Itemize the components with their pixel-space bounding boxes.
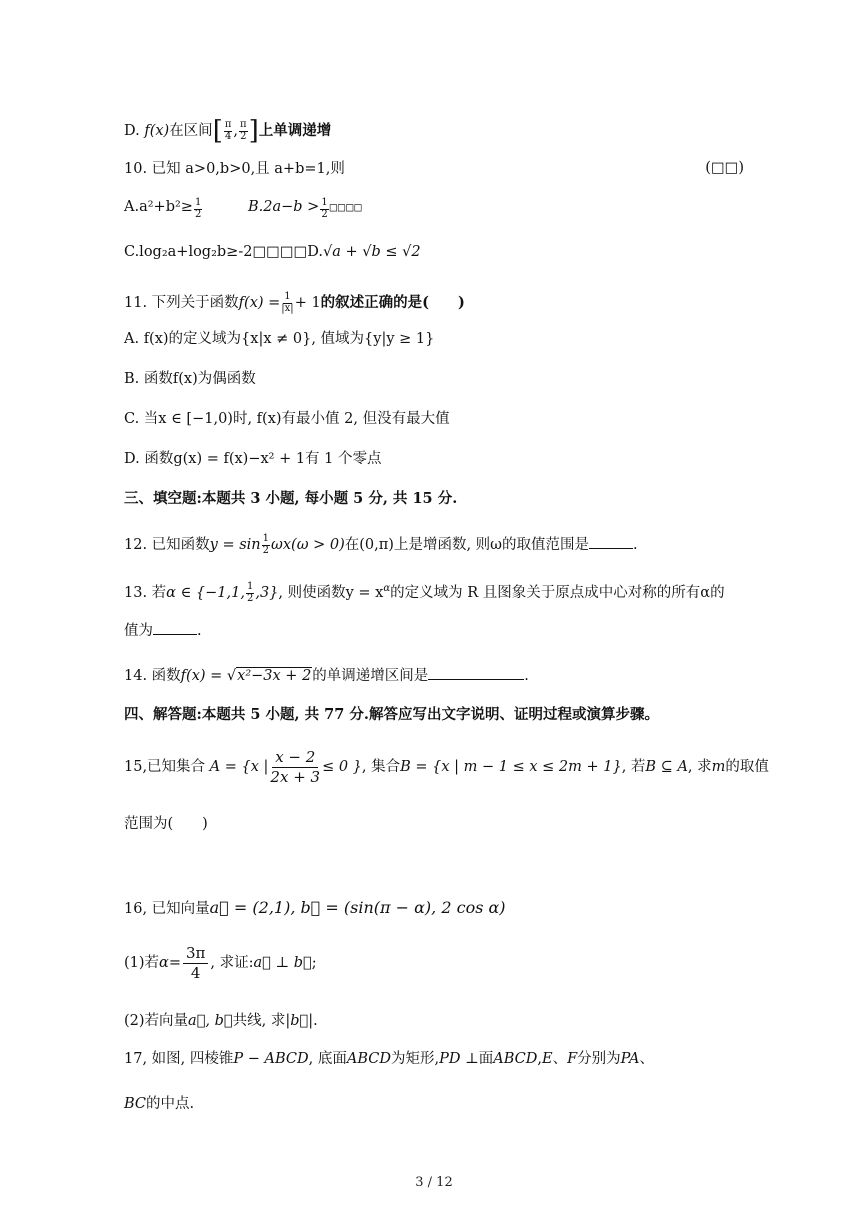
section-3-heading: 三、填空题:本题共 3 小题, 每小题 5 分, 共 15 分.: [124, 490, 458, 507]
answer-blank: [153, 620, 197, 635]
q9-option-d: D. f(x)在区间[ $\frac{\pi}{4}$ , $\frac{\pi}{2}$ ]上单调递增: [124, 116, 332, 146]
bracket-right: ]: [248, 116, 259, 146]
option-c-text: C.log₂a+log₂b≥-2□□□□D.: [124, 244, 323, 260]
q11-option-b: B. 函数f(x)为偶函数: [124, 371, 256, 387]
q17-line2: BC的中点.: [124, 1096, 195, 1112]
q13-line2: 值为 .: [124, 620, 202, 640]
option-label: D.: [124, 123, 145, 139]
fraction: $\frac{\pi}{4}$: [224, 119, 232, 142]
bracket-left: [: [212, 116, 223, 146]
q17-line1: 17, 如图, 四棱锥P − ABCD, 底面ABCD为矩形,PD ⊥面ABCD,E、F分别为PA、: [124, 1051, 655, 1067]
text: 在区间: [169, 123, 213, 139]
q10-stem: 10. 已知 a>0,b>0,且 a+b=1,则: [124, 161, 345, 177]
q14: 14. 函数f(x) = √x²−3x + 2的单调递增区间是 .: [124, 665, 529, 685]
section-4-heading: 四、解答题:本题共 5 小题, 共 77 分.解答应写出文字说明、证明过程或演算步骤。: [124, 706, 659, 723]
answer-blank: [428, 665, 524, 680]
q16-part1: (1)若α= $\frac{3\pi}{4}$ , 求证:a⃗ ⊥ b⃗;: [124, 944, 317, 982]
math-func: f(x): [144, 123, 170, 139]
option-d-expr: √a + √b ≤ √2: [322, 244, 421, 260]
q10-option-b: B.2a−b > $\frac{1}{2}$ □□□□: [248, 197, 363, 220]
q11-option-a: A. f(x)的定义域为{x|x ≠ 0}, 值域为{y|y ≥ 1}: [124, 331, 435, 347]
fraction: $\frac{\pi}{2}$: [240, 119, 247, 142]
q15-line1: 15,已知集合 A = {x | $\frac{x - 2}{2x + 3}$ ≤ 0 }, 集合B = {x | m − 1 ≤ x ≤ 2m + 1}, 若B ⊆ A, 求m的取值: [124, 748, 769, 786]
text: 上单调递增: [258, 122, 332, 139]
q10-option-cd: [124, 243, 421, 261]
q16-part2: (2)若向量a⃗, b⃗共线, 求|b⃗|.: [124, 1013, 318, 1029]
answer-blank: [589, 534, 633, 549]
q11-stem: 11. 下列关于函数f(x) = $\frac{1}{|x|}$ + 1的叙述正确的是( ): [124, 291, 465, 314]
q13-line1: 13. 若α ∈ {−1,1, $\frac{1}{2}$ ,3}, 则使函数$y = x^\alpha$的定义域为 R 且图象关于原点成中心对称的所有α的: [124, 581, 725, 604]
q10-answer-tag: (□□): [705, 160, 744, 176]
q11-option-c: C. 当x ∈ [−1,0)时, f(x)有最小值 2, 但没有最大值: [124, 411, 450, 427]
q16-stem: 16, 已知向量a⃗ = (2,1), b⃗ = (sin(π − α), 2 cos α): [124, 898, 506, 917]
q12: 12. 已知函数y = sin $\frac{1}{2}$ ωx(ω > 0)在(0,π)上是增函数, 则ω的取值范围是 .: [124, 533, 638, 556]
q15-line2: 范围为( ): [124, 816, 208, 832]
page-number: 3 / 12: [415, 1175, 453, 1190]
q11-option-d: D. 函数g(x) = f(x)−x² + 1有 1 个零点: [124, 451, 382, 467]
q10-option-a: A.a²+b²≥ $\frac{1}{2}$: [124, 197, 202, 220]
question-text: 已知 a>0,b>0,且 a+b=1,则: [151, 161, 345, 177]
